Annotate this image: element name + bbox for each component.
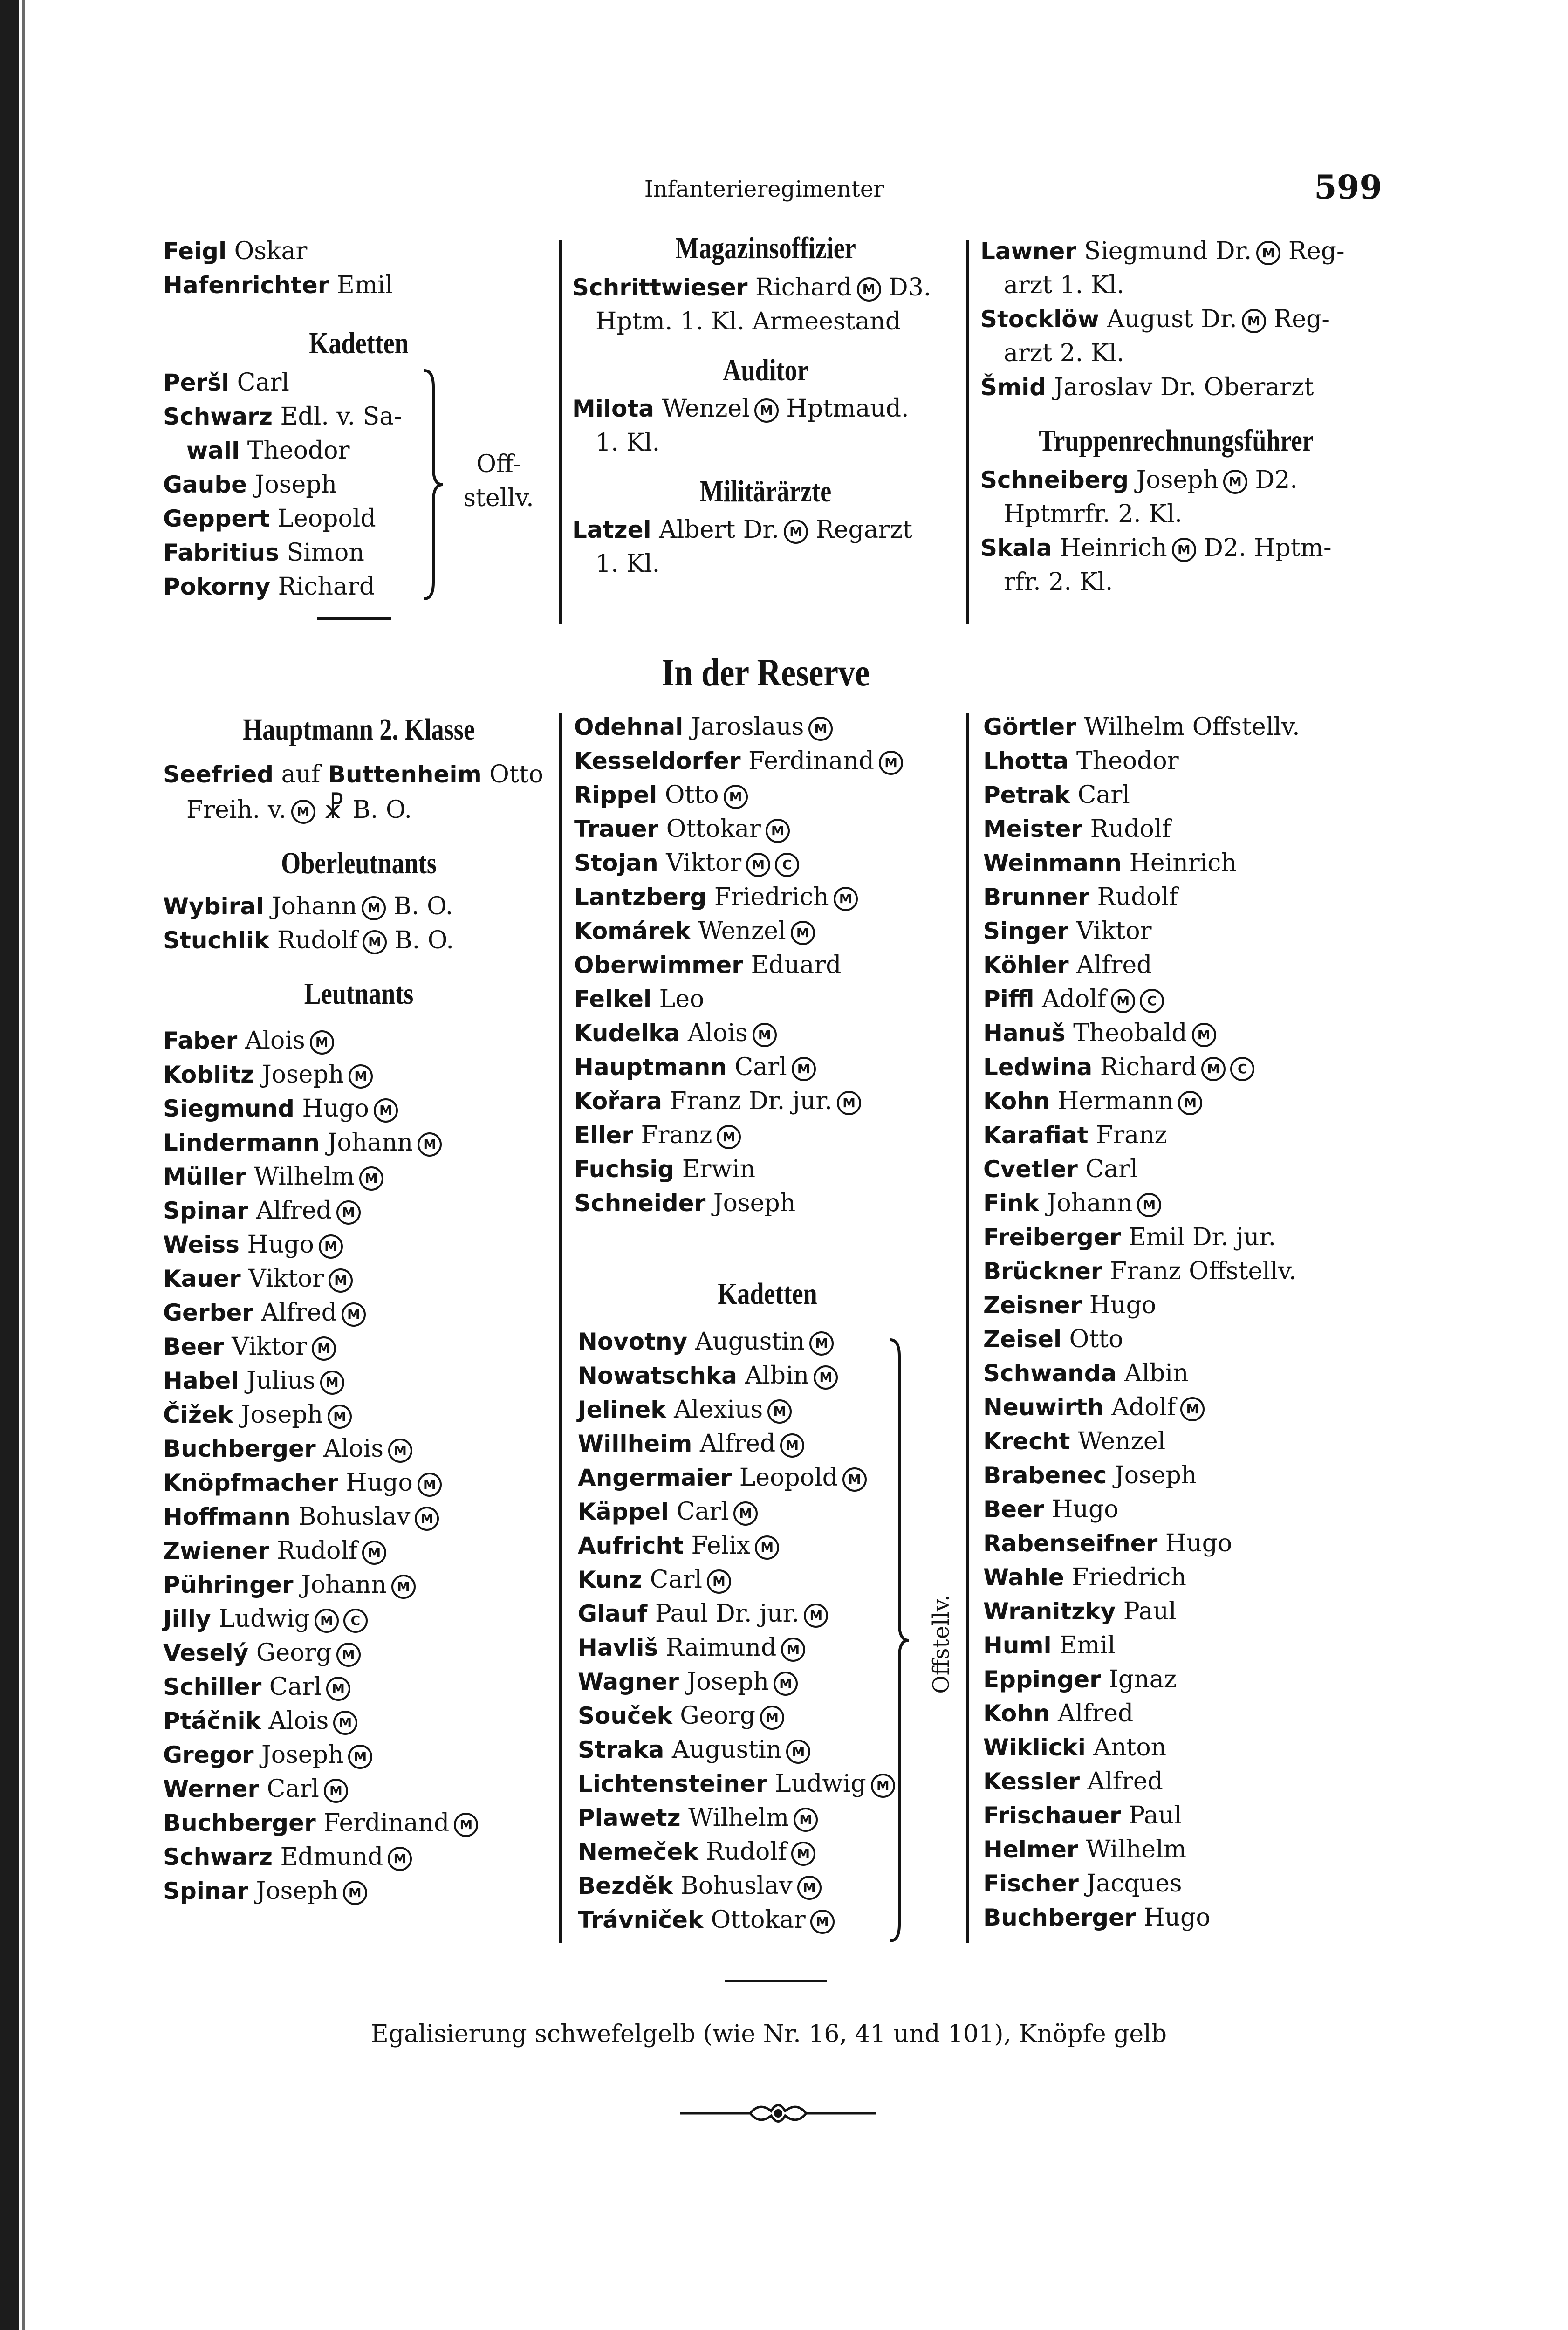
cross-mark: C	[343, 1609, 368, 1633]
medal-mark: M	[362, 896, 386, 920]
list-item: Wranitzky Paul	[983, 1597, 1177, 1625]
entry: Latzel Albert Dr. M Regarzt	[572, 516, 912, 544]
list-item: Habel Julius M	[163, 1364, 555, 1398]
list-item: Käppel Carl M	[578, 1495, 961, 1529]
medal-mark: M	[391, 1575, 416, 1599]
section-heading-oberleutnants: Oberleutnants	[281, 846, 437, 880]
column-rule-right-bottom	[966, 713, 969, 1943]
section-heading-kadetten-reserve: Kadetten	[718, 1277, 817, 1311]
page-number: 599	[1314, 168, 1383, 206]
list-item: Odehnal Jaroslaus M	[574, 710, 961, 744]
leutnants-list	[163, 1024, 555, 1908]
list-item: Veselý Georg M	[163, 1636, 555, 1670]
list-item: Petrak Carl	[983, 781, 1130, 809]
note-line: Off-	[476, 450, 521, 478]
list-item: Felkel Leo	[574, 985, 705, 1013]
entry: Milota Wenzel M Hptmaud.	[572, 395, 909, 423]
entry: Pokorny Richard	[163, 573, 375, 601]
list-item: Meister Rudolf	[983, 815, 1171, 843]
list-item: Brabenec Joseph	[983, 1461, 1197, 1489]
section-heading-leutnants: Leutnants	[304, 977, 414, 1011]
list-item: Freiberger Emil Dr. jur.	[983, 1223, 1276, 1251]
entry-continued: wall Theodor	[186, 437, 350, 465]
entry: Stocklöw August Dr. M Reg-	[980, 305, 1330, 333]
entry-continued: arzt 1. Kl.	[1004, 271, 1124, 299]
list-item: Zeisel Otto	[983, 1325, 1123, 1353]
medal-mark: M	[359, 1166, 383, 1191]
list-item: Spinar Alfred M	[163, 1194, 555, 1228]
list-item: Wagner Joseph M	[578, 1665, 961, 1699]
list-item: Schwarz Edmund M	[163, 1840, 555, 1874]
order-cross-icon: ☧	[323, 792, 345, 825]
medal-mark: M	[324, 1779, 348, 1803]
cross-mark: C	[1140, 989, 1164, 1013]
note-line: stellv.	[463, 484, 534, 512]
medal-mark: M	[809, 1331, 834, 1356]
medal-mark: M	[312, 1336, 336, 1361]
list-item: Kohn Hermann M	[983, 1084, 1375, 1118]
cross-mark: C	[775, 853, 799, 877]
medal-mark: M	[326, 1677, 350, 1701]
list-item: Angermaier Leopold M	[578, 1461, 961, 1495]
list-item: Bezděk Bohuslav M	[578, 1869, 961, 1903]
list-item: Jelinek Alexius M	[578, 1393, 961, 1427]
kadetten-end-rule	[317, 617, 391, 620]
kadetten-reserve-note: Offstellv.	[928, 1594, 954, 1694]
list-item: Buchberger Ferdinand M	[163, 1806, 555, 1840]
footer-rule	[725, 1980, 827, 1982]
list-item: Schwanda Albin	[983, 1359, 1189, 1387]
list-item: Lichtensteiner Ludwig M	[578, 1767, 961, 1801]
medal-mark: M	[834, 887, 858, 911]
entry-continued: rfr. 2. Kl.	[1004, 568, 1113, 596]
list-item: Lhotta Theodor	[983, 747, 1179, 775]
list-item: Rabenseifner Hugo	[983, 1529, 1232, 1557]
scan-dark-edge	[0, 0, 19, 2330]
list-item: Lantzberg Friedrich M	[574, 880, 961, 914]
medal-mark: M	[363, 930, 387, 954]
list-item: Komárek Wenzel M	[574, 914, 961, 948]
medal-mark: M	[343, 1881, 367, 1905]
list-item: Kunz Carl M	[578, 1563, 961, 1597]
list-item: Hanuš Theobald M	[983, 1016, 1375, 1050]
medal-mark: M	[791, 1842, 815, 1866]
list-item: Neuwirth Adolf M	[983, 1391, 1375, 1425]
section-heading-hauptmann: Hauptmann 2. Klasse	[243, 713, 475, 747]
medal-mark: M	[333, 1711, 357, 1735]
list-item: Kauer Viktor M	[163, 1262, 555, 1296]
medal-mark: M	[810, 1910, 835, 1934]
medal-mark: M	[786, 1740, 810, 1764]
entry: Gaube Joseph	[163, 471, 337, 499]
list-item: Ptáčnik Alois M	[163, 1704, 555, 1738]
list-item: Fink Johann M	[983, 1186, 1375, 1220]
list-item: Weiss Hugo M	[163, 1228, 555, 1262]
list-item: Ledwina Richard M C	[983, 1050, 1375, 1084]
entry-continued: Freih. v. M ☧ B. O.	[186, 792, 412, 825]
list-item: Hoffmann Bohuslav M	[163, 1500, 555, 1534]
medal-mark: M	[753, 1023, 777, 1047]
list-item: Karafiat Franz	[983, 1121, 1167, 1149]
medal-mark: M	[1180, 1397, 1205, 1421]
medal-mark: M	[814, 1365, 838, 1390]
medal-mark: M	[320, 1371, 344, 1395]
medal-mark: M	[329, 1268, 353, 1293]
medal-mark: M	[310, 1030, 334, 1055]
list-item: Aufricht Felix M	[578, 1529, 961, 1563]
tailpiece-ornament-icon	[680, 2097, 876, 2130]
list-item: Knöpfmacher Hugo M	[163, 1466, 555, 1500]
entry-continued: Hptmrfr. 2. Kl.	[1004, 500, 1183, 528]
list-item: Huml Emil	[983, 1631, 1116, 1659]
medal-mark: M	[774, 1672, 798, 1696]
entry: Seefried auf Buttenheim Otto	[163, 761, 543, 788]
list-item: Kessler Alfred	[983, 1768, 1163, 1795]
medal-mark: M	[791, 921, 815, 945]
section-heading-militaeraerzte: Militärärzte	[699, 474, 832, 508]
list-item: Siegmund Hugo M	[163, 1092, 555, 1126]
medal-mark: M	[724, 785, 748, 809]
medal-mark: M	[1242, 309, 1266, 333]
medal-mark: M	[362, 1541, 386, 1565]
medal-mark: M	[349, 1064, 373, 1089]
entry: Wybiral Johann M B. O.	[163, 892, 453, 920]
cross-mark: C	[1230, 1057, 1254, 1081]
entry-continued: 1. Kl.	[596, 550, 660, 578]
medal-mark: M	[454, 1813, 478, 1837]
column-1-top	[163, 234, 555, 604]
medal-mark: M	[837, 1091, 861, 1115]
entry: Geppert Leopold	[163, 505, 376, 533]
list-item: Lindermann Johann M	[163, 1126, 555, 1160]
list-item: Buchberger Hugo	[983, 1904, 1211, 1932]
medal-mark: M	[871, 1774, 895, 1798]
entry: Schneiberg Joseph M D2.	[980, 466, 1298, 494]
list-item: Helmer Wilhelm	[983, 1836, 1187, 1864]
list-item: Čižek Joseph M	[163, 1398, 555, 1432]
list-item: Pühringer Johann M	[163, 1568, 555, 1602]
list-item: Zeisner Hugo	[983, 1291, 1157, 1319]
list-item: Krecht Wenzel	[983, 1427, 1166, 1455]
entry: Hafenrichter Emil	[163, 271, 393, 299]
medal-mark: M	[418, 1132, 442, 1157]
entry: Fabritius Simon	[163, 539, 364, 567]
medal-mark: M	[733, 1501, 758, 1526]
medal-mark: M	[808, 717, 833, 741]
list-item: Werner Carl M	[163, 1772, 555, 1806]
list-item: Singer Viktor	[983, 917, 1152, 945]
entry: Lawner Siegmund Dr. M Reg-	[980, 237, 1345, 265]
entry-continued: Hptm. 1. Kl. Armeestand	[596, 308, 901, 336]
column-3-top	[980, 234, 1372, 599]
medal-mark: M	[336, 1643, 361, 1667]
list-item: Nemeček Rudolf M	[578, 1835, 961, 1869]
list-item: Havliš Raimund M	[578, 1631, 961, 1665]
medal-mark: M	[784, 520, 808, 544]
medal-mark: M	[717, 1125, 741, 1149]
column-3-reserve	[983, 710, 1375, 1935]
list-item: Kudelka Alois M	[574, 1016, 961, 1050]
medal-mark: M	[328, 1405, 352, 1429]
list-item: Kořara Franz Dr. jur. M	[574, 1084, 961, 1118]
medal-mark: M	[1223, 470, 1247, 494]
medal-mark: M	[707, 1569, 731, 1594]
medal-mark: M	[766, 819, 790, 843]
list-item: Cvetler Carl	[983, 1155, 1138, 1183]
list-item: Eller Franz M	[574, 1118, 961, 1152]
list-item: Nowatschka Albin M	[578, 1359, 961, 1393]
medal-mark: M	[754, 398, 779, 423]
section-heading-magazinsoffizier: Magazinsoffizier	[675, 231, 856, 265]
list-item: Souček Georg M	[578, 1699, 961, 1733]
medal-mark: M	[1137, 1193, 1161, 1217]
medal-mark: M	[1256, 241, 1280, 265]
medal-mark: M	[291, 800, 315, 824]
list-item: Brunner Rudolf	[983, 883, 1178, 911]
entry: Peršl Carl	[163, 369, 289, 397]
column-rule-right-top	[966, 240, 969, 624]
kadetten-reserve-brace	[888, 1337, 911, 1943]
entry: Schwarz Edl. v. Sa-	[163, 403, 402, 431]
medal-mark: M	[388, 1847, 412, 1871]
entry: Stuchlik Rudolf M B. O.	[163, 926, 454, 954]
list-item: Frischauer Paul	[983, 1802, 1182, 1830]
list-item: Beer Hugo	[983, 1495, 1119, 1523]
footer-note: Egalisierung schwefelgelb (wie Nr. 16, 41 und 101), Knöpfe gelb	[370, 2020, 1167, 2048]
list-item: Oberwimmer Eduard	[574, 951, 842, 979]
kadetten-brace-left	[422, 368, 445, 601]
column-rule-left-top	[559, 240, 562, 624]
section-heading-reserve: In der Reserve	[661, 651, 870, 694]
list-item: Kesseldorfer Ferdinand M	[574, 744, 961, 778]
list-item: Willheim Alfred M	[578, 1427, 961, 1461]
medal-mark: M	[794, 1808, 818, 1832]
list-item: Fischer Jacques	[983, 1870, 1182, 1898]
medal-mark: M	[1192, 1023, 1216, 1047]
list-item: Koblitz Joseph M	[163, 1058, 555, 1092]
entry: Skala Heinrich M D2. Hptm-	[980, 534, 1332, 562]
medal-mark: M	[746, 853, 770, 877]
medal-mark: M	[388, 1439, 412, 1463]
list-item: Fuchsig Erwin	[574, 1155, 756, 1183]
list-item: Schneider Joseph	[574, 1189, 796, 1217]
entry-continued: 1. Kl.	[596, 429, 660, 457]
list-item: Zwiener Rudolf M	[163, 1534, 555, 1568]
entry: Feigl Oskar	[163, 237, 308, 265]
list-item: Eppinger Ignaz	[983, 1665, 1177, 1693]
medal-mark: M	[760, 1706, 784, 1730]
column-1-bottom	[163, 712, 555, 1908]
list-item: Kohn Alfred	[983, 1700, 1134, 1727]
list-item: Schiller Carl M	[163, 1670, 555, 1704]
medal-mark: M	[1201, 1057, 1226, 1081]
medal-mark: M	[315, 1609, 339, 1633]
list-item: Brückner Franz Offstellv.	[983, 1257, 1297, 1285]
entry: Šmid Jaroslav Dr. Oberarzt	[980, 373, 1314, 401]
list-item: Köhler Alfred	[983, 951, 1152, 979]
kadetten-note	[447, 447, 550, 515]
section-heading-kadetten: Kadetten	[309, 326, 409, 360]
medal-mark: M	[418, 1473, 442, 1497]
column-2-top	[572, 231, 959, 581]
entry: Schrittwieser Richard M D3.	[572, 274, 931, 302]
medal-mark: M	[804, 1604, 828, 1628]
list-item: Straka Augustin M	[578, 1733, 961, 1767]
list-item: Görtler Wilhelm Offstellv.	[983, 713, 1300, 741]
medal-mark: M	[797, 1876, 822, 1900]
medal-mark: M	[1172, 538, 1196, 562]
medal-mark: M	[415, 1507, 439, 1531]
list-item: Wiklicki Anton	[983, 1734, 1167, 1761]
list-item: Trauer Ottokar M	[574, 812, 961, 846]
list-item: Jilly Ludwig M C	[163, 1602, 555, 1636]
list-item: Piffl Adolf M C	[983, 982, 1375, 1016]
medal-mark: M	[319, 1234, 343, 1259]
list-item: Müller Wilhelm M	[163, 1160, 555, 1194]
list-item: Glauf Paul Dr. jur. M	[578, 1597, 961, 1631]
medal-mark: M	[792, 1057, 816, 1081]
scan-edge-line	[22, 0, 25, 2330]
list-item: Plawetz Wilhelm M	[578, 1801, 961, 1835]
section-heading-truppenrechnungsfuehrer: Truppenrechnungsführer	[1039, 424, 1314, 458]
list-item: Gerber Alfred M	[163, 1296, 555, 1330]
list-item: Trávniček Ottokar M	[578, 1903, 961, 1937]
running-title: Infanterieregimenter	[644, 176, 884, 202]
medal-mark: M	[1178, 1091, 1202, 1115]
medal-mark: M	[336, 1200, 361, 1225]
entry-continued: arzt 2. Kl.	[1004, 339, 1124, 367]
medal-mark: M	[842, 1467, 867, 1492]
medal-mark: M	[1111, 989, 1135, 1013]
list-item: Beer Viktor M	[163, 1330, 555, 1364]
column-rule-left-bottom	[559, 713, 562, 1943]
list-item: Gregor Joseph M	[163, 1738, 555, 1772]
medal-mark: M	[348, 1745, 372, 1769]
list-item: Hauptmann Carl M	[574, 1050, 961, 1084]
list-item: Faber Alois M	[163, 1024, 555, 1058]
list-item: Stojan Viktor M C	[574, 846, 961, 880]
medal-mark: M	[857, 277, 881, 302]
medal-mark: M	[879, 751, 903, 775]
list-item: Spinar Joseph M	[163, 1874, 555, 1908]
list-item: Novotny Augustin M	[578, 1325, 961, 1359]
medal-mark: M	[755, 1535, 779, 1560]
medal-mark: M	[767, 1399, 792, 1424]
list-item: Rippel Otto M	[574, 778, 961, 812]
section-heading-auditor: Auditor	[723, 353, 808, 387]
medal-mark: M	[374, 1098, 398, 1123]
list-item: Weinmann Heinrich	[983, 849, 1237, 877]
medal-mark: M	[780, 1433, 804, 1458]
list-item: Wahle Friedrich	[983, 1563, 1187, 1591]
list-item: Buchberger Alois M	[163, 1432, 555, 1466]
medal-mark: M	[342, 1302, 366, 1327]
medal-mark: M	[781, 1638, 805, 1662]
